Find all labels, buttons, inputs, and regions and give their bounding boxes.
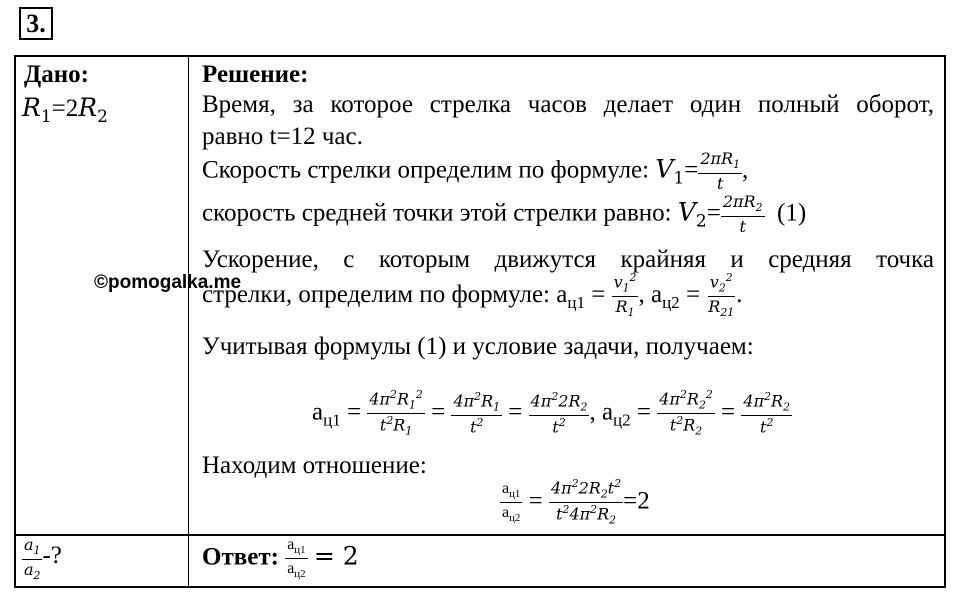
find-quantity: $\frac{a_1}{a_2}$ -? — [24, 535, 62, 583]
solution-line-7: Учитывая формулы (1) и условие задачи, получаем: — [202, 333, 754, 360]
solution-line-5: Ускорение, с которым движутся крайняя и средняя точка — [202, 246, 934, 273]
solution-table — [14, 55, 946, 588]
solution-header: Решение: — [202, 61, 309, 88]
v1-fraction: $\frac{2\pi R_1}{t}$ — [700, 149, 741, 194]
given-header: Дано: — [24, 61, 89, 88]
problem-number: 3. — [19, 7, 53, 40]
answer: Ответ: $\frac{a_{ц1}}{a_{ц2}}$ = 2 — [202, 536, 359, 581]
row-divider — [16, 534, 944, 536]
a2-fraction: $\frac{v_2^2}{R_{21}}$ — [708, 271, 735, 320]
ratio-equation: $\frac{a_{ц1}}{a_{ц2}}$ = $\frac{4\pi^22R_2t^2}{t^24\pi^2R_2}$ =2 — [502, 477, 650, 527]
solution-line-3: Скорость стрелки определим по формуле: $V_1=$ $\frac{2\pi R_1}{t}$ , — [202, 149, 749, 194]
solution-line-4: скорость средней точки этой стрелки равно: $V_2=$ $\frac{2\pi R_2}{t}$ (1) — [202, 192, 807, 237]
solution-line-1: Время, за которое стрелка часов делает один полный оборот, — [202, 91, 934, 118]
column-divider — [188, 57, 189, 586]
solution-line-8: Находим отношение: — [202, 452, 427, 479]
watermark: ©pomogalka.me — [94, 272, 242, 293]
solution-line-6: стрелки, определим по формуле: $a_{ц1}$ = $\frac{v_1^2}{R_1}$ , $a_{ц2}$ = $\frac{v_2^2}{R_{21}}$ . — [202, 271, 743, 320]
solution-line-2: равно t=12 час. — [202, 123, 363, 150]
given-condition: $R_1=2R_2$ — [22, 93, 108, 127]
v2-fraction: $\frac{2\pi R_2}{t}$ — [722, 192, 763, 237]
acceleration-equation: $a_{ц1}$ = $\frac{4\pi^2R_1^2}{t^2R_1}$ = $\frac{4\pi^2R_1}{t^2}$ = $\frac{4\pi^22R_2}{t^2}$ , $a_{ц2}$ = $\frac{4\pi^2R_2^2}{t^2R_2}$ = $\frac{4\pi^2R_2}{t^2}$ — [312, 388, 790, 438]
a1-fraction: $\frac{v_1^2}{R_1}$ — [613, 271, 637, 320]
